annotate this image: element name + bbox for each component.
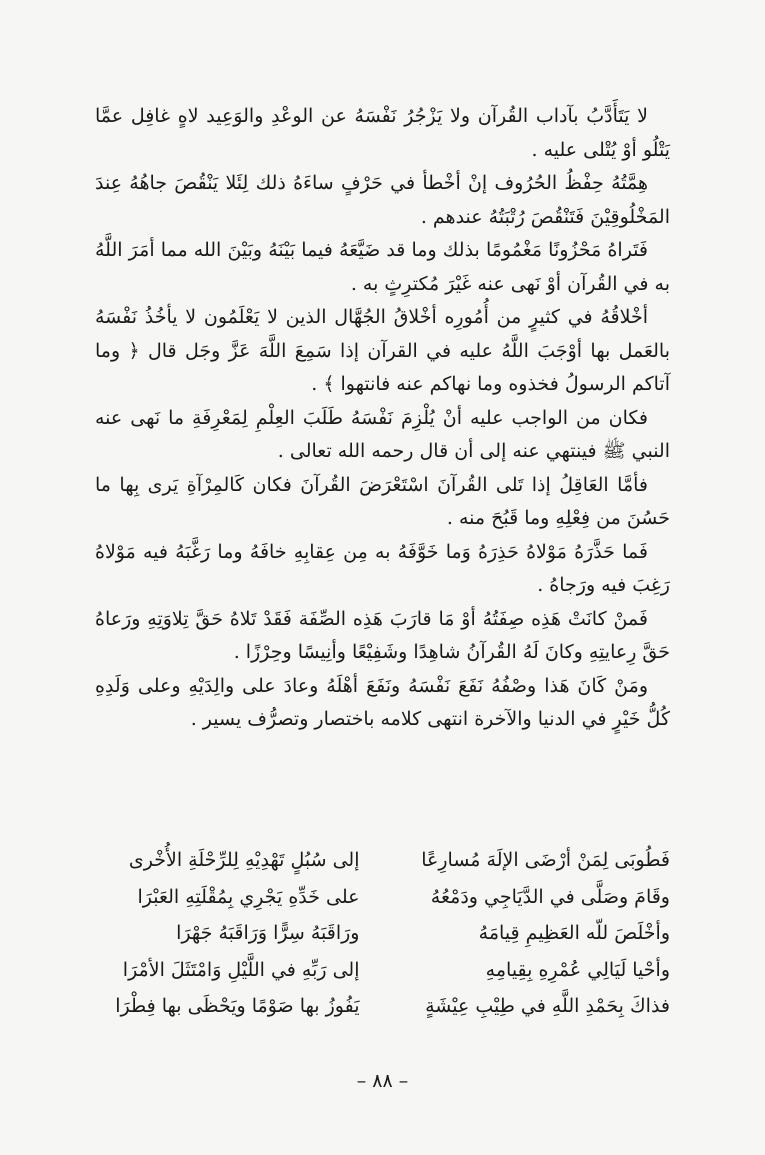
poem-verse xyxy=(95,952,670,989)
verse-second-hemistich: إلى رَبِّهِ في اللَّيْلِ وَامْتَثَلَ الأمْرَا xyxy=(122,958,360,981)
poem-verse xyxy=(95,988,670,1025)
paragraph: فَمنْ كانَتْ هَذِه صِفَتُهُ أوْ مَا قارَبَ هَذِه الصِّفَة فَقَدْ تَلاهُ حَقَّ تِلاوَتِهِ ورَعاهُ حَقَّ رِعايتِهِ وكانَ لَهُ القُرآنُ شاهِدًا وشَفِيْعًا وأنِيسًا وحِرْزًا . xyxy=(95,607,670,663)
paragraph: فَتَراهُ مَحْزُونًا مَغْمُومًا بذلك وما قد ضَيَّعَهُ فيما بَيْنَهُ وبَيْنَ الله مما أمَرَ اللَّهُ به في القُرآن أوْ نَهى عنه غَيْرَ مُكترِثٍ به . xyxy=(95,239,670,295)
paragraph: فأمَّا العَاقِلُ إذا تَلى القُرآنَ اسْتَعْرَضَ القُرآنَ فكان كَالمِرْآةِ يَرى بِها ما حَسُنَ من فِعْلِهِ وما قَبُحَ منه . xyxy=(95,473,670,529)
verse-second-hemistich: ورَاقَبَهُ سِرًّا وَرَاقَبَهُ جَهْرَا xyxy=(176,922,360,944)
poem-verse xyxy=(95,915,670,952)
verse-first-hemistich: فذاكَ بِحَمْدِ اللَّهِ في طِيْبِ عِيْشَةٍ xyxy=(425,995,670,1017)
verse-first-hemistich: فَطُوبَى لِمَنْ أرْضَى الإلَهَ مُسارِعًا xyxy=(421,849,670,871)
body-text xyxy=(95,100,670,737)
verse-first-hemistich: وقَامَ وصَلَّى في الدَّيَاجِي ودَمْعُهُ xyxy=(430,885,670,908)
paragraph: ومَنْ كَانَ هَذا وصْفُهُ نَفَعَ نَفْسَهُ ونَفَعَ أهْلَهُ وعادَ على والِدَيْهِ وعلى وَلَدِهِ كُلُّ خَيْرٍ في الدنيا والآخرة انتهى كلامه باختصار وتصرُّف يسير . xyxy=(95,674,670,730)
verse-second-hemistich: إلى سُبُلٍ تَهْدِيْهِ لِلرِّحْلَةِ الأُخْرى xyxy=(128,849,360,871)
verse-first-hemistich: وأخْلَصَ للّه العَظِيمِ قِيامَهُ xyxy=(478,922,670,944)
verse-second-hemistich: يَفُوزُ بها صَوْمًا ويَحْظَى بها فِطْرَا xyxy=(115,995,360,1017)
paragraph: هِمَّتُهُ حِفْظُ الحُرُوف إنْ أخْطأ في حَرْفٍ ساءَهُ ذلك لِئَلا يَنْقُصَ جاهُهُ عِندَ المَخْلُوقِيْنَ فَتَنْقُصَ رُتْبَتُهُ عندهم . xyxy=(95,172,670,228)
paragraph: لا يَتَأَدَّبُ بآداب القُرآن ولا يَزْجُرُ نَفْسَهُ عن الوعْدِ والوَعِيد لاهٍ غافِل عمَّا يَتْلُو أوْ يُتْلى عليه . xyxy=(95,105,670,161)
paragraph: أخْلاقُهُ في كثيرٍ من أُمُورِه أخْلاقُ الجُهَّال الذين لا يَعْلَمُون لا يأخُذُ نَفْسَهُ بالعَمل بها أوْجَبَ اللَّهُ عليه في القرآن إذا سَمِعَ اللَّهَ عَزَّ وجَل قال ﴿ وما آتاكم الرسولُ فخذوه وما نهاكم عنه فانتهوا ﴾ . xyxy=(95,306,670,395)
page-number: – ٨٨ – xyxy=(356,1070,409,1092)
poem-verse xyxy=(95,879,670,916)
poem xyxy=(95,842,670,1025)
paragraph: فكان من الواجب عليه أنْ يُلْزِمَ نَفْسَهُ طَلَبَ العِلْمِ لِمَعْرِفَةِ ما نَهى عنه النبي ﷺ فينتهي عنه إلى أن قال رحمه الله تعالى . xyxy=(95,406,670,462)
paragraph: فَما حَذَّرَهُ مَوْلاهُ حَذِرَهُ وَما خَوَّفَهُ به مِن عِقابِهِ خافَهُ وما رَغَّبَهُ فيه مَوْلاهُ رَغِبَ فيه ورَجاهُ . xyxy=(95,540,670,596)
verse-second-hemistich: على خَدِّهِ يَجْرِي بِمُقْلَتِهِ العَبْرَا xyxy=(137,885,360,908)
verse-first-hemistich: وأحْيا لَيَالِي عُمْرِهِ بِقِيامِهِ xyxy=(485,958,670,981)
poem-verse xyxy=(95,842,670,879)
